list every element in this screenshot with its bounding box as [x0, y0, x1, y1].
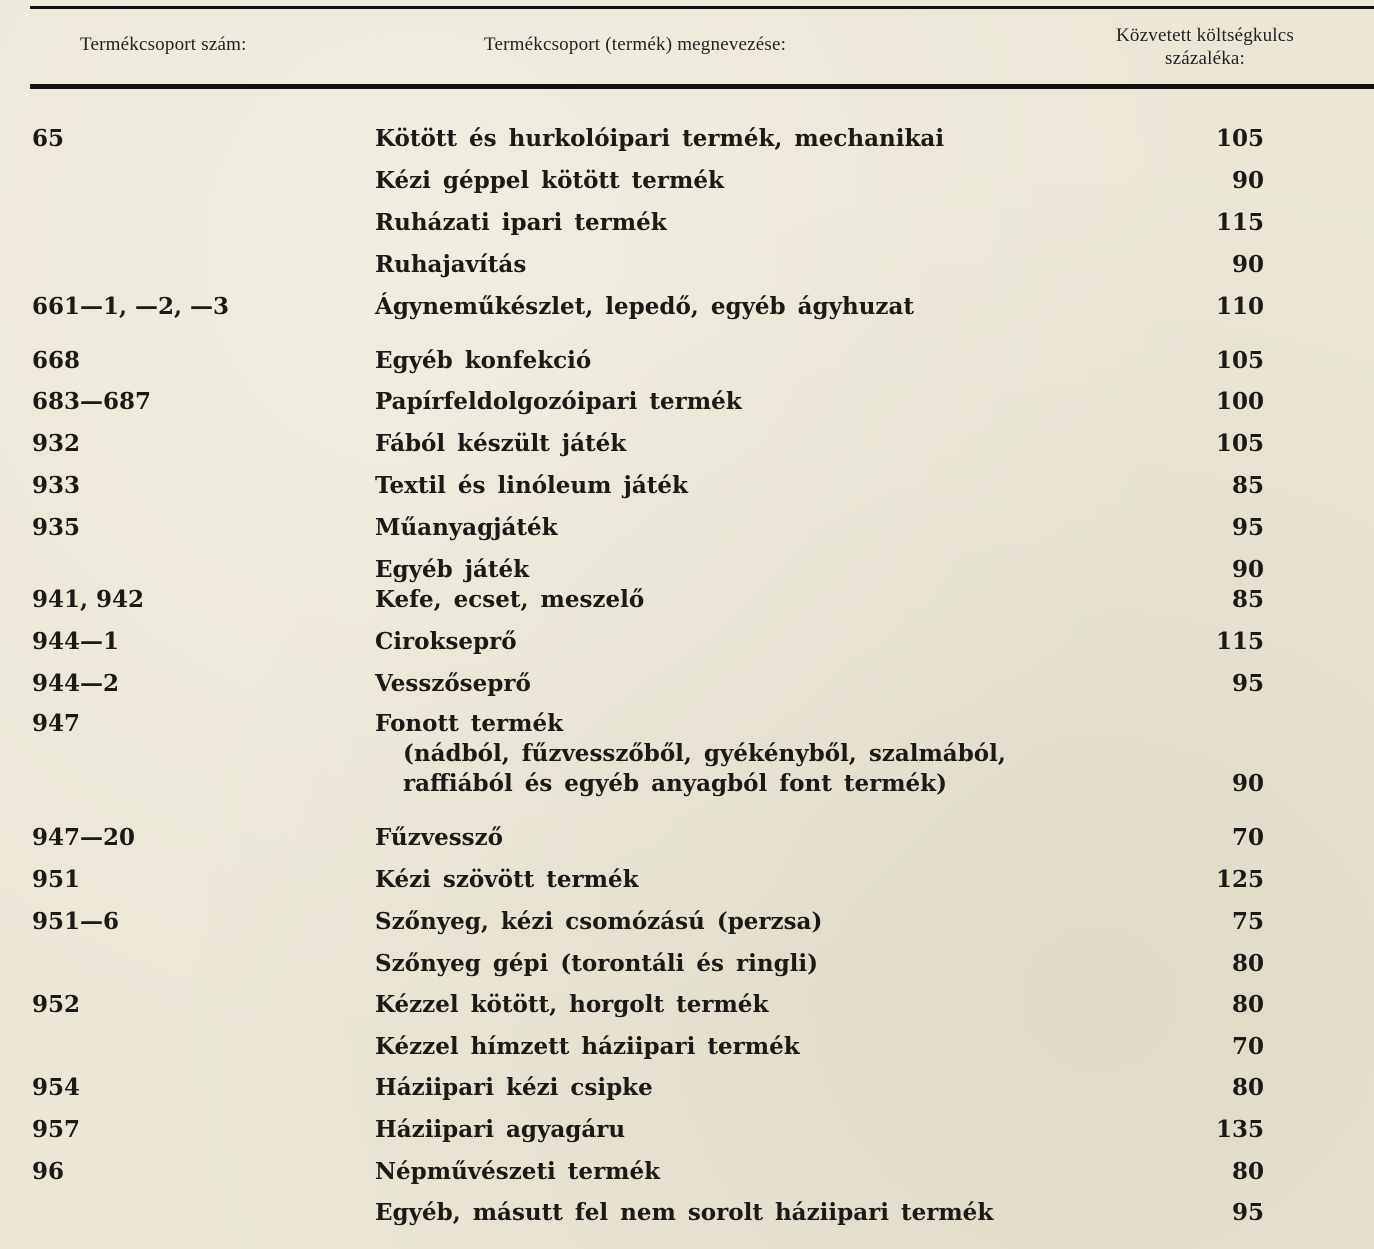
row-code: 96	[32, 1158, 65, 1185]
header-percentage-line2: százaléka:	[1164, 48, 1246, 69]
row-name-line2: (nádból, fűzvesszőből, gyékényből, szalmából,	[403, 740, 1006, 767]
row-name-line3: raffiából és egyéb anyagból font termék)	[403, 770, 947, 797]
row-value: 80	[1231, 1074, 1264, 1101]
row-name: Kézzel kötött, horgolt termék	[375, 991, 769, 1018]
row-code: 932	[32, 430, 81, 457]
row-value: 105	[1215, 430, 1264, 457]
row-value: 90	[1231, 556, 1264, 583]
row-name: Kézzel hímzett háziipari termék	[375, 1033, 800, 1060]
row-value: 80	[1231, 950, 1264, 977]
header-code: Termékcsoport szám:	[80, 34, 247, 55]
row-name: Kötött és hurkolóipari termék, mechanikai	[375, 125, 945, 152]
row-code: 683—687	[32, 388, 152, 415]
row-value: 70	[1231, 824, 1264, 851]
header-percentage-line1: Közvetett költségkulcs	[1116, 25, 1294, 46]
row-code: 954	[32, 1074, 81, 1101]
row-code: 668	[32, 347, 81, 374]
row-name: Papírfeldolgozóipari termék	[375, 388, 742, 415]
row-name: Műanyagjáték	[375, 514, 558, 541]
row-code: 933	[32, 472, 81, 499]
row-value: 135	[1215, 1116, 1264, 1143]
row-value: 80	[1231, 991, 1264, 1018]
row-value: 90	[1231, 251, 1264, 278]
row-code: 661—1, —2, —3	[32, 293, 230, 320]
row-name: Kézi géppel kötött termék	[375, 167, 724, 194]
row-name: Ruhajavítás	[375, 251, 527, 278]
row-name: Ruházati ipari termék	[375, 209, 667, 236]
row-value: 85	[1231, 586, 1264, 613]
row-value: 80	[1231, 1158, 1264, 1185]
row-value: 90	[1231, 770, 1264, 797]
row-name: Kefe, ecset, meszelő	[375, 586, 645, 613]
row-code: 944—1	[32, 628, 120, 655]
row-code: 957	[32, 1116, 81, 1143]
row-name: Egyéb játék	[375, 556, 530, 583]
row-code: 941, 942	[32, 586, 145, 613]
row-value: 105	[1215, 347, 1264, 374]
row-name-line1: Fonott termék	[375, 710, 564, 737]
row-value: 75	[1231, 908, 1264, 935]
row-value: 70	[1231, 1033, 1264, 1060]
row-name: Háziipari kézi csipke	[375, 1074, 653, 1101]
row-value: 95	[1231, 670, 1264, 697]
row-code: 952	[32, 991, 81, 1018]
row-name: Ágyneműkészlet, lepedő, egyéb ágyhuzat	[375, 293, 915, 320]
row-code: 947—20	[32, 824, 136, 851]
row-code: 65	[32, 125, 65, 152]
row-value: 95	[1231, 514, 1264, 541]
row-value: 110	[1215, 293, 1264, 320]
row-name: Kézi szövött termék	[375, 866, 639, 893]
row-value: 105	[1215, 125, 1264, 152]
row-name: Fűzvessző	[375, 824, 504, 851]
row-name: Háziipari agyagáru	[375, 1116, 626, 1143]
row-code: 944—2	[32, 670, 120, 697]
row-code: 935	[32, 514, 81, 541]
row-name: Textil és linóleum játék	[375, 472, 688, 499]
row-value: 115	[1215, 209, 1264, 236]
row-value: 90	[1231, 167, 1264, 194]
row-value: 100	[1215, 388, 1264, 415]
row-value: 85	[1231, 472, 1264, 499]
row-name: Cirokseprő	[375, 628, 517, 655]
row-name: Vesszőseprő	[375, 670, 531, 697]
row-name: Egyéb konfekció	[375, 347, 592, 374]
row-value: 95	[1231, 1199, 1264, 1226]
row-value: 125	[1215, 866, 1264, 893]
row-name: Fából készült játék	[375, 430, 627, 457]
row-name	[375, 709, 1006, 799]
row-code: 947	[32, 710, 81, 737]
row-name: Népművészeti termék	[375, 1158, 661, 1185]
row-code: 951	[32, 866, 81, 893]
row-code: 951—6	[32, 908, 120, 935]
row-name: Szőnyeg gépi (torontáli és ringli)	[375, 950, 819, 977]
header-name: Termékcsoport (termék) megnevezése:	[484, 34, 787, 55]
row-name: Egyéb, másutt fel nem sorolt háziipari termék	[375, 1199, 994, 1226]
row-name: Szőnyeg, kézi csomózású (perzsa)	[375, 908, 823, 935]
row-value: 115	[1215, 628, 1264, 655]
